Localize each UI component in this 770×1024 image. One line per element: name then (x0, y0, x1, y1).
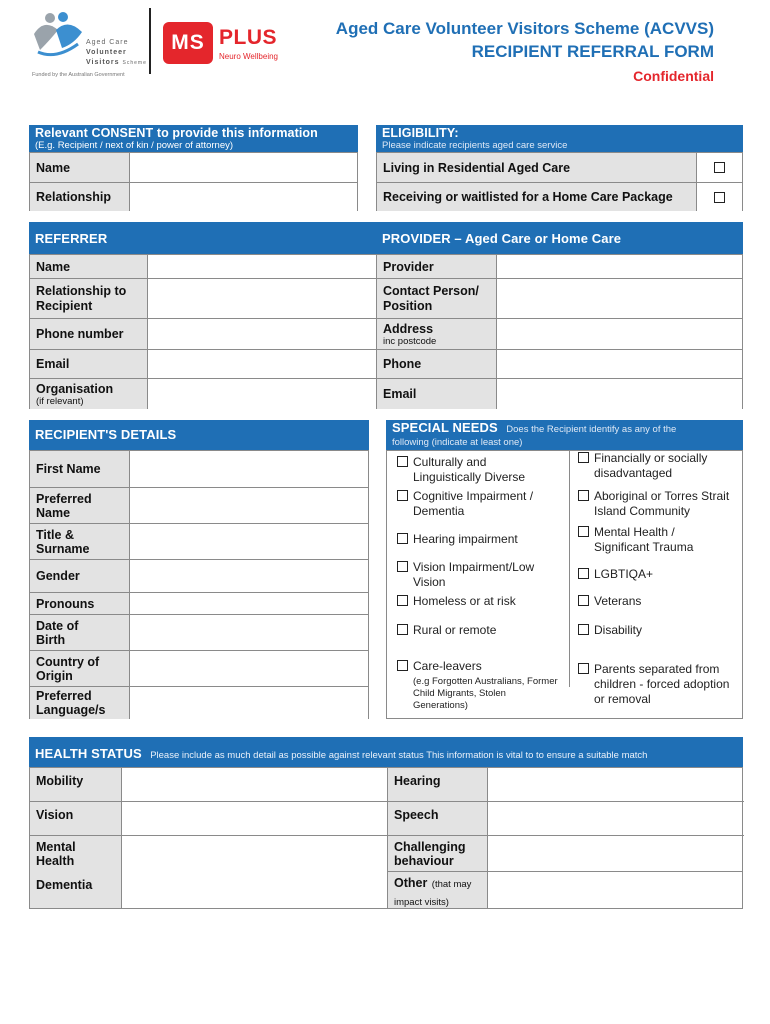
acvvs-funded-note: Funded by the Australian Government (32, 72, 125, 78)
recipient-country-input[interactable] (130, 651, 368, 686)
hs-hearing-label: Hearing (394, 774, 441, 788)
provider-email-label: Email (383, 387, 417, 401)
form-title-line2: RECIPIENT REFERRAL FORM (471, 42, 714, 61)
sn-cald (397, 455, 567, 485)
logo-divider (149, 8, 151, 74)
sn-parents-separated (578, 662, 740, 707)
sn-mental-health-label: Mental Health / Significant Trauma (594, 525, 694, 554)
health-status-subtitle: Please include as much detail as possible against relevant status This information is vital to to ensure a suitable match (150, 750, 648, 761)
acvvs-logo-icon (30, 10, 90, 60)
sn-mental-health (578, 525, 740, 555)
sn-parents-separated-checkbox[interactable] (578, 663, 589, 674)
consent-title: Relevant CONSENT to provide this information (35, 126, 318, 140)
hs-dementia-label: Dementia (36, 878, 93, 892)
hs-other-label: Other (394, 876, 428, 890)
sn-lgbtiqa (578, 567, 740, 582)
consent-row-relationship (30, 182, 357, 211)
sn-aboriginal (578, 489, 740, 519)
acvvs-logo-line2: Volunteer (86, 49, 127, 56)
provider-address-input[interactable] (497, 319, 742, 349)
recipient-title-surname-label: Title & Surname (36, 527, 90, 556)
consent-name-input[interactable] (130, 153, 357, 182)
hs-other-input[interactable] (488, 872, 742, 908)
referrer-table (29, 254, 378, 409)
sn-care-leavers-checkbox[interactable] (397, 660, 408, 671)
recipient-gender-label: Gender (36, 569, 80, 583)
hs-mental-input[interactable] (122, 836, 388, 872)
hs-mobility-input[interactable] (122, 768, 388, 801)
provider-contact-input[interactable] (497, 279, 742, 318)
eligibility-subtitle: Please indicate recipients aged care service (382, 140, 568, 151)
sn-rural-label: Rural or remote (413, 623, 497, 637)
sn-hearing-checkbox[interactable] (397, 533, 408, 544)
hs-mobility-row (30, 768, 744, 802)
sn-mental-health-checkbox[interactable] (578, 526, 589, 537)
provider-title: PROVIDER – Aged Care or Home Care (382, 231, 622, 246)
provider-name-label: Provider (383, 259, 434, 274)
sn-rural (397, 623, 567, 638)
recipient-title-surname-input[interactable] (130, 524, 368, 559)
hs-hearing-input[interactable] (488, 768, 742, 801)
special-needs-divider (569, 451, 570, 687)
provider-email-input[interactable] (497, 379, 742, 409)
eligibility-header (376, 125, 743, 152)
recipient-pronouns-label: Pronouns (36, 596, 95, 611)
eligibility-title: ELIGIBILITY: (382, 126, 459, 140)
recipient-table (29, 450, 369, 719)
recipient-preferred-name-input[interactable] (130, 488, 368, 523)
acvvs-logo (30, 10, 147, 82)
sn-cald-label: Culturally and Linguistically Diverse (413, 455, 526, 484)
referrer-organisation-label: Organisation (36, 381, 114, 396)
sn-disability-checkbox[interactable] (578, 624, 589, 635)
sn-veterans (578, 594, 740, 609)
recipient-first-name-input[interactable] (130, 451, 368, 487)
sn-cognitive-label: Cognitive Impairment / Dementia (413, 489, 534, 518)
msplus-logo (163, 22, 285, 66)
hs-challenging-label: Challenging behaviour (394, 840, 466, 868)
eligibility-row-homecare (377, 182, 742, 211)
sn-rural-checkbox[interactable] (397, 624, 408, 635)
sn-cald-checkbox[interactable] (397, 456, 408, 467)
sn-care-leavers (397, 659, 567, 674)
health-status-header (29, 737, 743, 767)
referrer-email-input[interactable] (148, 350, 377, 378)
sn-financial-label: Financially or socially disadvantaged (594, 451, 708, 480)
consent-name-label: Name (36, 160, 71, 175)
ms-badge-text: MS (171, 31, 205, 54)
provider-header (376, 222, 743, 254)
recipient-language-label: Preferred Language/s (36, 689, 106, 717)
referrer-title: REFERRER (35, 231, 108, 246)
eligibility-row-residential (377, 153, 742, 182)
sn-disability (578, 623, 740, 638)
hs-challenging-input[interactable] (488, 836, 742, 872)
referrer-organisation-input[interactable] (148, 379, 377, 409)
sn-veterans-label: Veterans (594, 594, 642, 608)
recipient-dob-label: Date of Birth (36, 618, 79, 647)
special-needs-header (386, 420, 743, 450)
provider-address-label: Address (383, 321, 434, 336)
sn-lgbtiqa-label: LGBTIQA+ (594, 567, 654, 581)
hs-other-note: (that may impact visits) (394, 879, 472, 908)
eligibility-residential-checkbox[interactable] (714, 162, 725, 173)
eligibility-residential-label: Living in Residential Aged Care (383, 160, 571, 175)
referrer-phone-label: Phone number (36, 327, 124, 341)
health-status-table (29, 767, 743, 909)
recipient-language-input[interactable] (130, 687, 368, 719)
referrer-email-label: Email (36, 357, 70, 371)
sn-homeless-checkbox[interactable] (397, 595, 408, 606)
recipient-first-name-label: First Name (36, 462, 101, 476)
sn-vision-label: Vision Impairment/Low Vision (413, 560, 535, 589)
plus-text: PLUS (219, 26, 278, 49)
hs-dementia-input[interactable] (122, 872, 388, 908)
special-needs-subtitle-a: Does the Recipient identify as any of the (506, 424, 677, 435)
sn-disability-label: Disability (594, 623, 643, 637)
sn-lgbtiqa-checkbox[interactable] (578, 568, 589, 579)
hs-mobility-label: Mobility (36, 774, 84, 788)
sn-hearing-label: Hearing impairment (413, 532, 518, 546)
consent-table (29, 152, 358, 211)
referrer-name-input[interactable] (148, 255, 377, 278)
hs-vision-row (30, 802, 744, 836)
eligibility-table (376, 152, 743, 211)
hs-dementia-row (30, 872, 744, 908)
hs-mental-label: Mental Health (36, 840, 76, 868)
sn-homeless-label: Homeless or at risk (413, 594, 516, 608)
hs-speech-label: Speech (394, 808, 439, 822)
recipient-title: RECIPIENT'S DETAILS (35, 427, 177, 442)
acvvs-logo-line1: Aged Care (86, 39, 129, 46)
sn-financial-checkbox[interactable] (578, 452, 589, 463)
ms-badge (163, 22, 213, 64)
sn-veterans-checkbox[interactable] (578, 595, 589, 606)
sn-cognitive-checkbox[interactable] (397, 490, 408, 501)
provider-table (376, 254, 743, 409)
hs-vision-label: Vision (36, 808, 74, 822)
referrer-relationship-input[interactable] (148, 279, 377, 318)
sn-aboriginal-checkbox[interactable] (578, 490, 589, 501)
recipient-country-label: Country of Origin (36, 654, 100, 683)
acvvs-logo-line3: Visitors (86, 59, 120, 66)
referrer-name-label: Name (36, 259, 71, 274)
eligibility-homecare-label: Receiving or waitlisted for a Home Care Package (383, 190, 673, 204)
consent-header (29, 125, 358, 152)
provider-contact-label: Contact Person/ Position (383, 283, 479, 313)
acvvs-logo-line4: Scheme (122, 60, 147, 66)
hs-speech-input[interactable] (488, 802, 742, 835)
special-needs-subtitle-b: following (indicate at least one) (392, 437, 523, 448)
recipient-preferred-name-label: Preferred Name (36, 491, 92, 520)
sn-cognitive (397, 489, 567, 519)
msplus-tagline: Neuro Wellbeing (219, 52, 278, 61)
sn-financial (578, 451, 740, 481)
confidential-label: Confidential (633, 68, 714, 84)
provider-address-note: inc postcode (383, 335, 437, 347)
eligibility-homecare-checkbox[interactable] (714, 192, 725, 203)
health-status-title: HEALTH STATUS (35, 746, 142, 761)
consent-relationship-label: Relationship (36, 190, 112, 204)
referrer-organisation-note: (if relevant) (36, 395, 84, 407)
recipient-dob-input[interactable] (130, 615, 368, 650)
hs-mental-row (30, 836, 744, 872)
sn-vision (397, 560, 567, 590)
sn-hearing (397, 532, 567, 547)
special-needs-title: SPECIAL NEEDS (392, 420, 498, 435)
referrer-header (29, 222, 378, 254)
consent-relationship-input[interactable] (130, 183, 357, 211)
sn-vision-checkbox[interactable] (397, 561, 408, 572)
provider-phone-label: Phone (383, 357, 422, 371)
form-title-line1: Aged Care Volunteer Visitors Scheme (ACVVS) (335, 19, 714, 38)
hs-vision-input[interactable] (122, 802, 388, 835)
referrer-phone-input[interactable] (148, 319, 377, 349)
sn-care-leavers-label: Care-leavers (413, 659, 482, 673)
referrer-relationship-label: Relationship to Recipient (36, 283, 127, 313)
special-needs-box (386, 450, 743, 719)
recipient-gender-input[interactable] (130, 560, 368, 592)
sn-care-leavers-note: (e.g Forgotten Australians, Former Child Migrants, Stolen Generations) (413, 676, 558, 711)
recipient-header (29, 420, 369, 450)
sn-aboriginal-label: Aboriginal or Torres Strait Island Community (594, 489, 730, 518)
consent-subtitle: (E.g. Recipient / next of kin / power of attorney) (35, 140, 234, 151)
sn-homeless (397, 594, 567, 609)
provider-name-input[interactable] (497, 255, 742, 278)
consent-row-name (30, 153, 357, 182)
sn-parents-separated-label: Parents separated from children - forced adoption or removal (594, 662, 730, 706)
recipient-pronouns-input[interactable] (130, 593, 368, 614)
provider-phone-input[interactable] (497, 350, 742, 378)
